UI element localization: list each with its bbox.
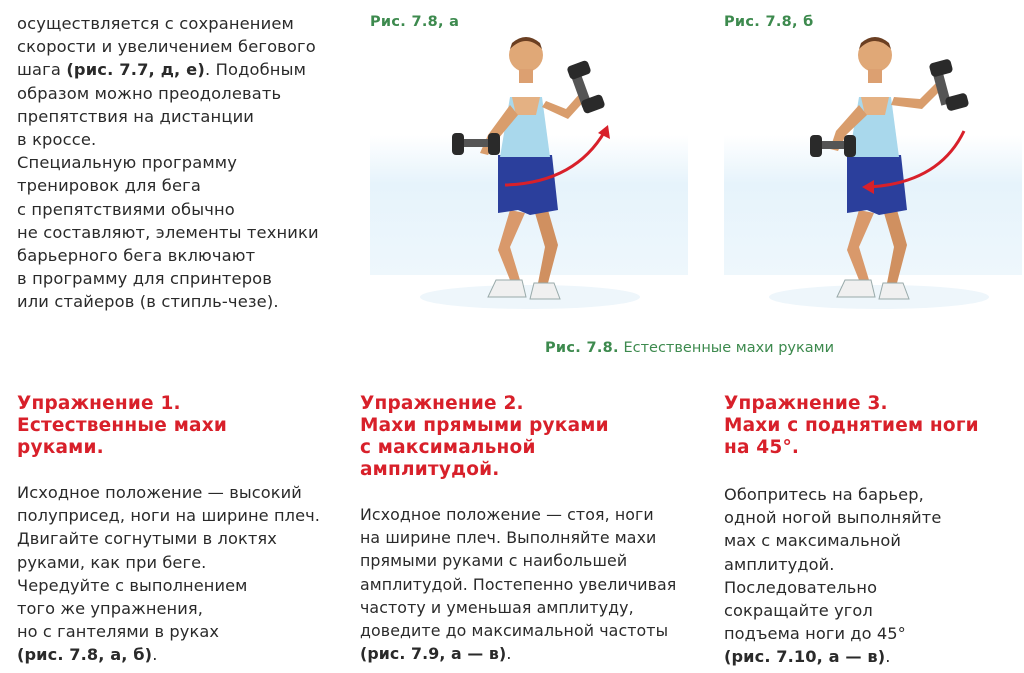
exercise-3-body — [724, 483, 941, 669]
text-line: прямыми руками с наибольшей — [360, 551, 628, 571]
text-line: скорости и увеличением бегового — [17, 37, 316, 57]
title-line: Махи с поднятием ноги — [724, 415, 979, 436]
text-line: Чередуйте с выполнением — [17, 575, 248, 595]
title-line: руками. — [17, 437, 104, 458]
text-line: на ширине плеч. Выполняйте махи — [360, 528, 657, 548]
figure-caption — [545, 337, 834, 356]
text-line: подъема ноги до 45° — [724, 624, 906, 644]
figure-b-label: Рис. 7.8, б — [724, 14, 814, 30]
text-line: препятствия на дистанции — [17, 106, 255, 126]
figure-a-label: Рис. 7.8, а — [370, 14, 460, 30]
text-line: одной ногой выполняйте — [724, 508, 942, 528]
title-line: с максимальной — [360, 437, 536, 458]
text-line: шага (рис. 7.7, д, е). Подобным — [17, 60, 307, 80]
text-line: частоту и уменьшая амплитуду, — [360, 597, 634, 617]
text-line: осуществляется с сохранением — [17, 14, 294, 33]
caption-ref: Рис. 7.8. — [545, 340, 619, 356]
intro-paragraph — [17, 12, 352, 314]
text-line: в кроссе. — [17, 130, 97, 150]
exercise-2-body — [360, 503, 676, 665]
text-line: сокращайте угол — [724, 601, 873, 621]
text-line: тренировок для бега — [17, 176, 201, 196]
text-line: с препятствиями обычно — [17, 199, 235, 219]
figure-b-illustration — [724, 35, 1024, 325]
runner-arm-swing-a — [370, 35, 690, 325]
exercise-1-title — [17, 393, 227, 459]
text-line: амплитудой. — [724, 554, 835, 574]
runner-arm-swing-b — [724, 35, 1024, 325]
text-line: (рис. 7.9, а — в). — [360, 644, 512, 664]
text-line: образом можно преодолевать — [17, 83, 282, 103]
text-line: (рис. 7.10, а — в). — [724, 647, 891, 667]
title-line: Упражнение 2. — [360, 393, 524, 414]
text-line: но с гантелями в руках — [17, 622, 220, 642]
title-line: Упражнение 3. — [724, 393, 888, 414]
text-line: доведите до максимальной частоты — [360, 621, 669, 641]
title-line: на 45°. — [724, 437, 800, 458]
text-line: барьерного бега включают — [17, 246, 256, 266]
figure-a-illustration — [370, 35, 690, 325]
text-line: амплитудой. Постепенно увеличивая — [360, 574, 677, 594]
title-line: амплитудой. — [360, 459, 500, 480]
text-line: Последовательно — [724, 577, 878, 597]
text-line: того же упражнения, — [17, 599, 203, 619]
text-line: полуприсед, ноги на ширине плеч. — [17, 506, 321, 526]
title-line: Упражнение 1. — [17, 393, 181, 414]
text-line: не составляют, элементы техники — [17, 222, 319, 242]
title-line: Естественные махи — [17, 415, 227, 436]
text-line: (рис. 7.8, а, б). — [17, 645, 158, 665]
text-line: руками, как при беге. — [17, 552, 207, 572]
exercise-3-title — [724, 393, 979, 459]
text-line: в программу для спринтеров — [17, 269, 273, 289]
title-line: Махи прямыми руками — [360, 415, 609, 436]
exercise-1-body — [17, 481, 320, 667]
exercise-2-title — [360, 393, 609, 481]
text-line: Обопритесь на барьер, — [724, 485, 924, 504]
text-line: Исходное положение — высокий — [17, 483, 302, 502]
text-line: Исходное положение — стоя, ноги — [360, 505, 654, 524]
text-line: мах с максимальной — [724, 531, 902, 551]
caption-text: Естественные махи руками — [618, 340, 835, 356]
text-line: Специальную программу — [17, 153, 237, 173]
text-line: Двигайте согнутыми в локтях — [17, 529, 277, 549]
text-line: или стайеров (в стипль-чезе). — [17, 292, 279, 312]
